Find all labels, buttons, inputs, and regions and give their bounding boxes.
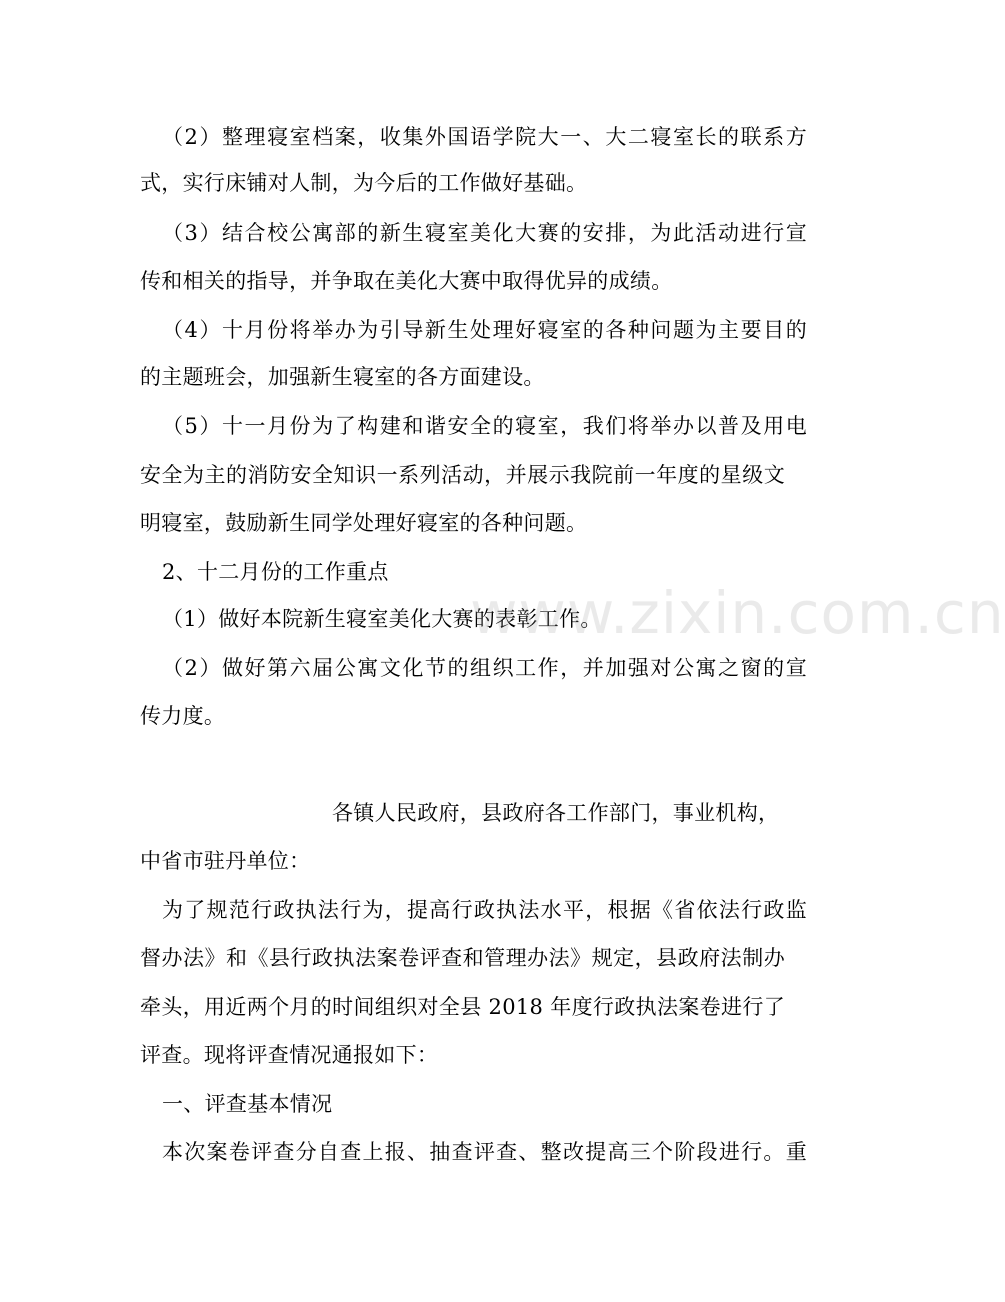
text-line: 传和相关的指导，并争取在美化大赛中取得优异的成绩。 bbox=[140, 269, 673, 293]
text-line: （2）整理寝室档案，收集外国语学院大一、大二寝室长的联系方 bbox=[162, 125, 807, 149]
text-line: 为了规范行政执法行为，提高行政执法水平，根据《省依法行政监 bbox=[162, 898, 807, 922]
text-line: 式，实行床铺对人制，为今后的工作做好基础。 bbox=[140, 171, 588, 195]
text-line: （5）十一月份为了构建和谐安全的寝室，我们将举办以普及用电 bbox=[162, 414, 807, 438]
text-line: （3）结合校公寓部的新生寝室美化大赛的安排，为此活动进行宣 bbox=[162, 221, 807, 245]
addressee-line: 各镇人民政府，县政府各工作部门，事业机构， bbox=[332, 801, 780, 825]
section-heading: 一、评查基本情况 bbox=[162, 1092, 333, 1116]
text-line: （1）做好本院新生寝室美化大赛的表彰工作。 bbox=[162, 607, 602, 631]
text-line: 2、十二月份的工作重点 bbox=[162, 560, 389, 584]
text-line: （2）做好第六届公寓文化节的组织工作，并加强对公寓之窗的宣 bbox=[162, 656, 807, 680]
text-line: 的主题班会，加强新生寝室的各方面建设。 bbox=[140, 365, 545, 389]
text-line: 传力度。 bbox=[140, 704, 226, 728]
text-line: （4）十月份将举办为引导新生处理好寝室的各种问题为主要目的 bbox=[162, 318, 807, 342]
text-line: 本次案卷评查分自查上报、抽查评查、整改提高三个阶段进行。重 bbox=[162, 1140, 807, 1164]
watermark: www.zixin.com.cn bbox=[470, 579, 1005, 647]
text-line: 牵头，用近两个月的时间组织对全县 2018 年度行政执法案卷进行了 bbox=[140, 995, 785, 1019]
text-line: 评查。现将评查情况通报如下： bbox=[140, 1043, 439, 1067]
text-line: 督办法》和《县行政执法案卷评查和管理办法》规定，县政府法制办 bbox=[140, 946, 785, 970]
text-line: 明寝室，鼓励新生同学处理好寝室的各种问题。 bbox=[140, 511, 588, 535]
text-line: 安全为主的消防安全知识一系列活动，并展示我院前一年度的星级文 bbox=[140, 463, 785, 487]
addressee-line: 中省市驻丹单位： bbox=[140, 849, 311, 873]
